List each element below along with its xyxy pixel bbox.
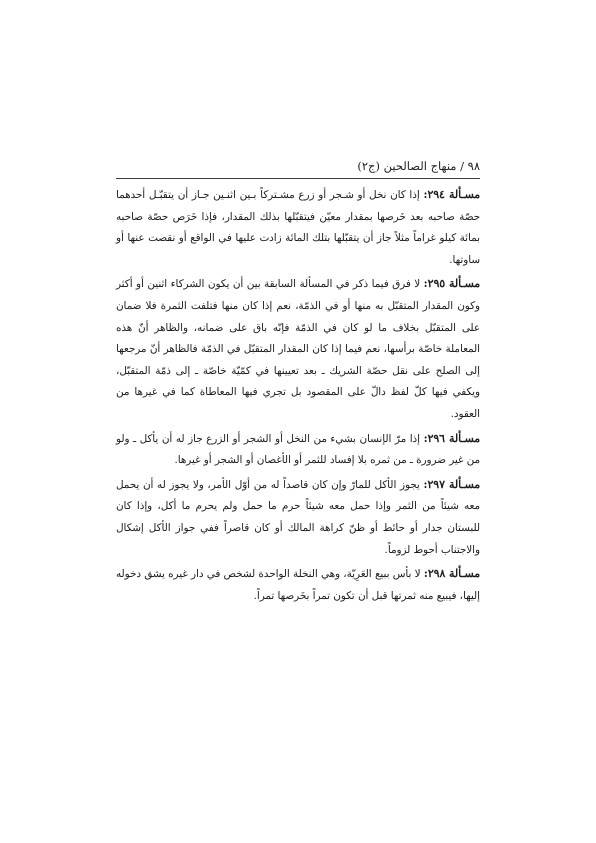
issue-296-paragraph — [116, 428, 480, 472]
issue-297-text: يجوز الأكل للمارّ وإن كان قاصداً له من أوّل الأمر، ولا يجوز له أن يحمل معه شيئاً من الثمر وإذا حمل معه شيئاً حرم ما حمل ولم يحرم ما أكل، وإذا كان للبستان جدار أو حائط أو ظنّ كراهة المالك أو كان قاصراً ففي جواز الأكل إشكال والاجتناب أحوط لزوماً. — [116, 478, 480, 556]
issue-296-label: مسـألة ٢٩٦: — [423, 431, 480, 445]
issue-298-paragraph — [116, 563, 480, 607]
issue-295-label: مسـألة ٢٩٥: — [423, 277, 480, 291]
issue-294-label: مسـألة ٢٩٤: — [423, 188, 480, 201]
header-rule — [116, 178, 480, 179]
page-body — [116, 184, 480, 607]
issue-295-paragraph — [116, 273, 480, 425]
issue-297-label: مسـألة ٢٩٧: — [423, 477, 480, 491]
issue-298-text: لا بأس ببيع العَرِيّة، وهي النخلة الواحدة لشخص في دار غيره يشق دخوله إليها، فيبيع منه ثمرتها قبل أن تكون تمراً بخَرصها تمراً. — [116, 568, 480, 602]
running-header: ٩٨ / منهاج الصالحين (ج٢) — [357, 159, 480, 173]
issue-294-paragraph — [116, 184, 480, 271]
issue-297-paragraph — [116, 474, 480, 561]
issue-294-text: إذا كان نخل أو شـجر أو زرع مشـتركاً بـين اثنـين جـاز أن يتقبّـل أحدهما حصّة صاحبه بعد خَرصها بمقدار معيّن فيتقبّلها بذلك المقدار، فإذا خَرَص حصّة صاحبه بمائة كيلو غراماً مثلاً جاز أن يتقبّلها بتلك المائة زادت عليها في الواقع أو نقصت عنها أو ساوتها. — [116, 189, 480, 266]
issue-296-text: إذا مرّ الإنسان بشيء من النخل أو الشجر أو الزرع جاز له أن يأكل ـ ولو من غير ضرورة ـ من ثمره بلا إفساد للثمر أو الأغصان أو الشجر أو غيرها. — [116, 432, 480, 467]
issue-295-text: لا فرق فيما ذكر في المسألة السابقة بين أن يكون الشركاء اثنين أو أكثر وكون المقدار المتقبّل به منها أو في الذمّة، نعم إذا كان منها فتلفت الثمرة فلا ضمان على المتقبّل بخلاف ما لو كان في الذمّة فإنّه باق على ضمانه، والظاهر أنّ هذه المعاملة خاصّة برأسها، نعم فيما إذا كان المقدار المتقبّل في الذمّة فالظاهر أنّ مرجعها إلى الصلح على نقل حصّة الشريك ـ بعد تعيينها في كمّيّة خاصّة ـ إلى ذمّة المتقبّل، ويكفي فيها كلّ لفظ دالّ على المقصود بل تجري فيها المعاطاة كما في غيرها من العقود. — [116, 278, 480, 420]
issue-298-label: مسـألة ٢٩٨: — [423, 567, 480, 581]
